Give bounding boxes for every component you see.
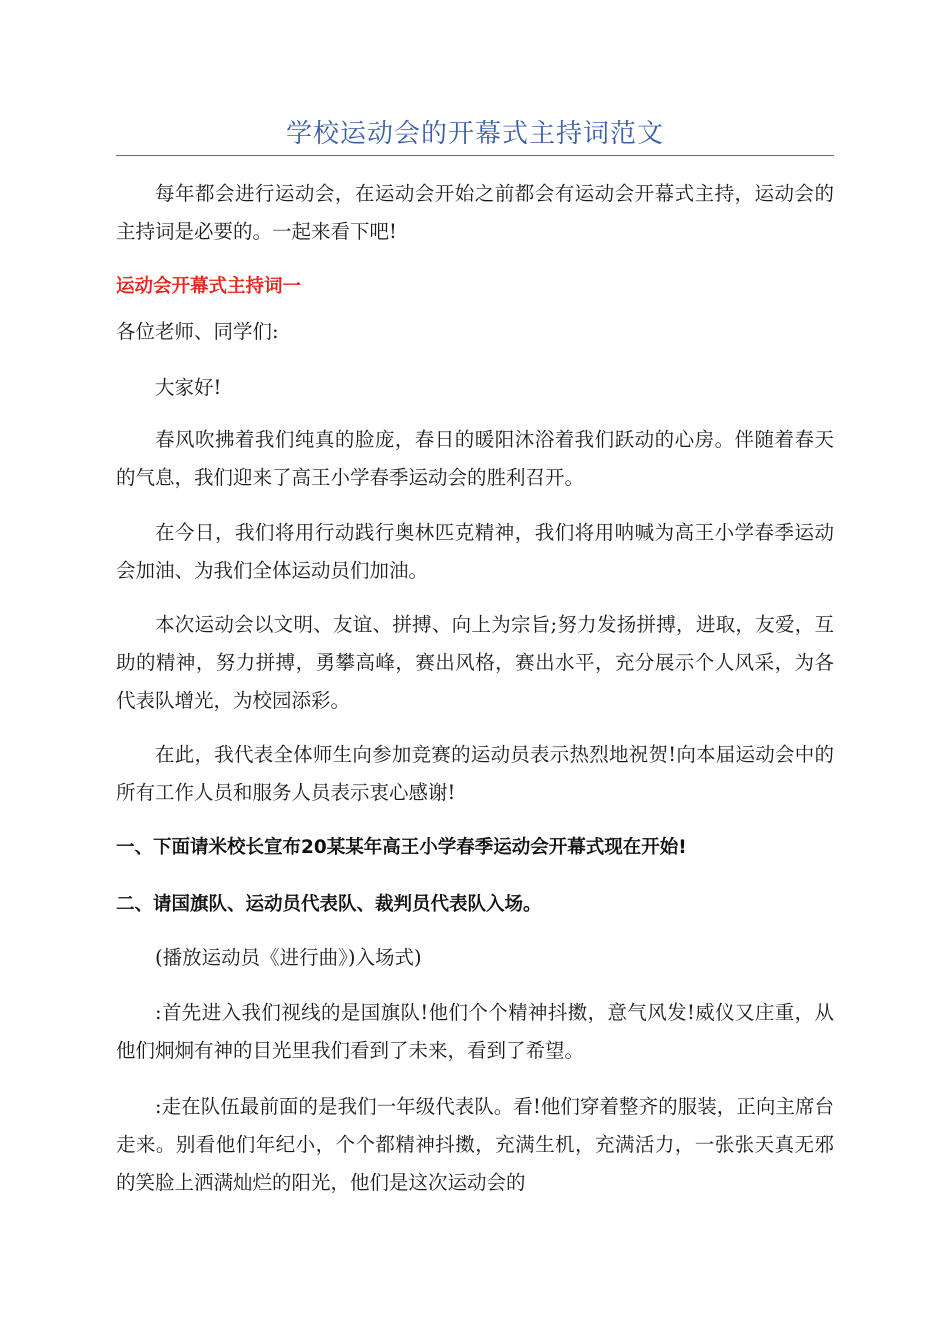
step-two-heading: 二、请国旗队、运动员代表队、裁判员代表队入场。 [116,894,542,915]
music-note: (播放运动员《进行曲》)入场式) [155,946,422,969]
title-underline [116,155,834,156]
intro-paragraph: 每年都会进行运动会，在运动会开始之前都会有运动会开幕式主持，运动会的主持词是必要的。一起来看下吧! [116,182,834,243]
salutation: 各位老师、同学们: [116,320,279,343]
paragraph-olympic: 在今日，我们将用行动践行奥林匹克精神，我们将用呐喊为高王小学春季运动会加油、为我们全体运动员们加油。 [116,521,834,582]
paragraph-spring: 春风吹拂着我们纯真的脸庞，春日的暖阳沐浴着我们跃动的心房。伴随着春天的气息，我们迎来了高王小学春季运动会的胜利召开。 [116,428,834,489]
greeting: 大家好! [155,376,222,399]
section-heading: 运动会开幕式主持词一 [116,276,302,297]
paragraph-flag-team: :首先进入我们视线的是国旗队!他们个个精神抖擞，意气风发!威仪又庄重，从他们炯炯有神的目光里我们看到了未来，看到了希望。 [116,1001,834,1062]
document-title: 学校运动会的开幕式主持词范文 [285,119,664,149]
paragraph-thanks: 在此，我代表全体师生向参加竞赛的运动员表示热烈地祝贺!向本届运动会中的所有工作人员和服务人员表示衷心感谢! [116,743,834,804]
step-one-heading: 一、下面请米校长宣布20某某年高王小学春季运动会开幕式现在开始! [116,837,687,858]
paragraph-grade-one: :走在队伍最前面的是我们一年级代表队。看!他们穿着整齐的服装，正向主席台走来。别看他们年纪小，个个都精神抖擞，充满生机，充满活力，一张张天真无邪的笑脸上洒满灿烂的阳光，他们是这次运动会的 [116,1095,834,1194]
paragraph-purpose: 本次运动会以文明、友谊、拼搏、向上为宗旨;努力发扬拼搏，进取，友爱，互助的精神，努力拼搏，勇攀高峰，赛出风格，赛出水平，充分展示个人风采，为各代表队增光，为校园添彩。 [116,613,834,712]
